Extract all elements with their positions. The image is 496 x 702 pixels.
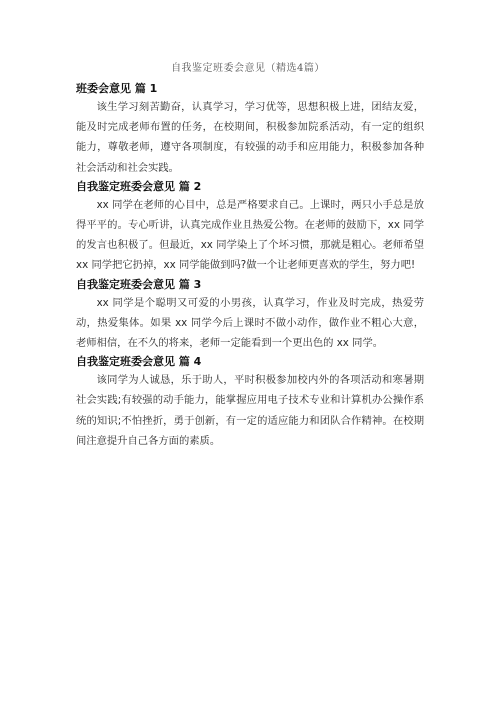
document-title: 自我鉴定班委会意见（精选4篇） (171, 63, 325, 74)
section-heading: 自我鉴定班委会意见 篇 3 (76, 277, 202, 291)
section-body: 该同学为人诚恳，乐于助人，平时积极参加校内外的各项活动和寒暑期社会实践;有较强的动手能力，能掌握应用电子技术专业和计算机办公操作系统的知识;不怕挫折，勇于创新，有一定的适应能力和团队合作精神。在校期间注意提升自己各方面的素质。 (76, 374, 424, 447)
section-heading: 自我鉴定班委会意见 篇 2 (76, 179, 202, 193)
section-body: xx 同学在老师的心目中，总是严格要求自己。上课时，两只小手总是放得平平的。专心听讲，认真完成作业且热爱公物。在老师的鼓励下，xx 同学的发言也积极了。但最近，xx 同学染上了个坏习惯，那就是粗心。老师希望 xx 同学把它扔掉，xx 同学能做到吗?做一个让老师更喜欢的学生，努力吧! (76, 198, 424, 272)
section-heading: 自我鉴定班委会意见 篇 4 (76, 355, 202, 369)
section-body: 该生学习刻苦勤奋，认真学习，学习优等，思想积极上进，团结友爱，能及时完成老师布置的任务，在校期间，积极参加院系活动，有一定的组织能力，尊敬老师，遵守各项制度，有较强的动手和应用能力，积极参加各种社会活动和社会实践。 (76, 101, 424, 174)
section-2 (76, 178, 424, 276)
section-heading: 班委会意见 篇 1 (76, 82, 158, 95)
document-content (76, 80, 424, 451)
section-4 (76, 353, 424, 451)
section-1 (76, 80, 424, 178)
section-3 (76, 276, 424, 354)
section-body: xx 同学是个聪明又可爱的小男孩，认真学习，作业及时完成，热爱劳动，热爱集体。如果 xx 同学今后上课时不做小动作，做作业不粗心大意，老师相信，在不久的将来，老师一定能看到一个更出色的 xx 同学。 (76, 296, 424, 350)
